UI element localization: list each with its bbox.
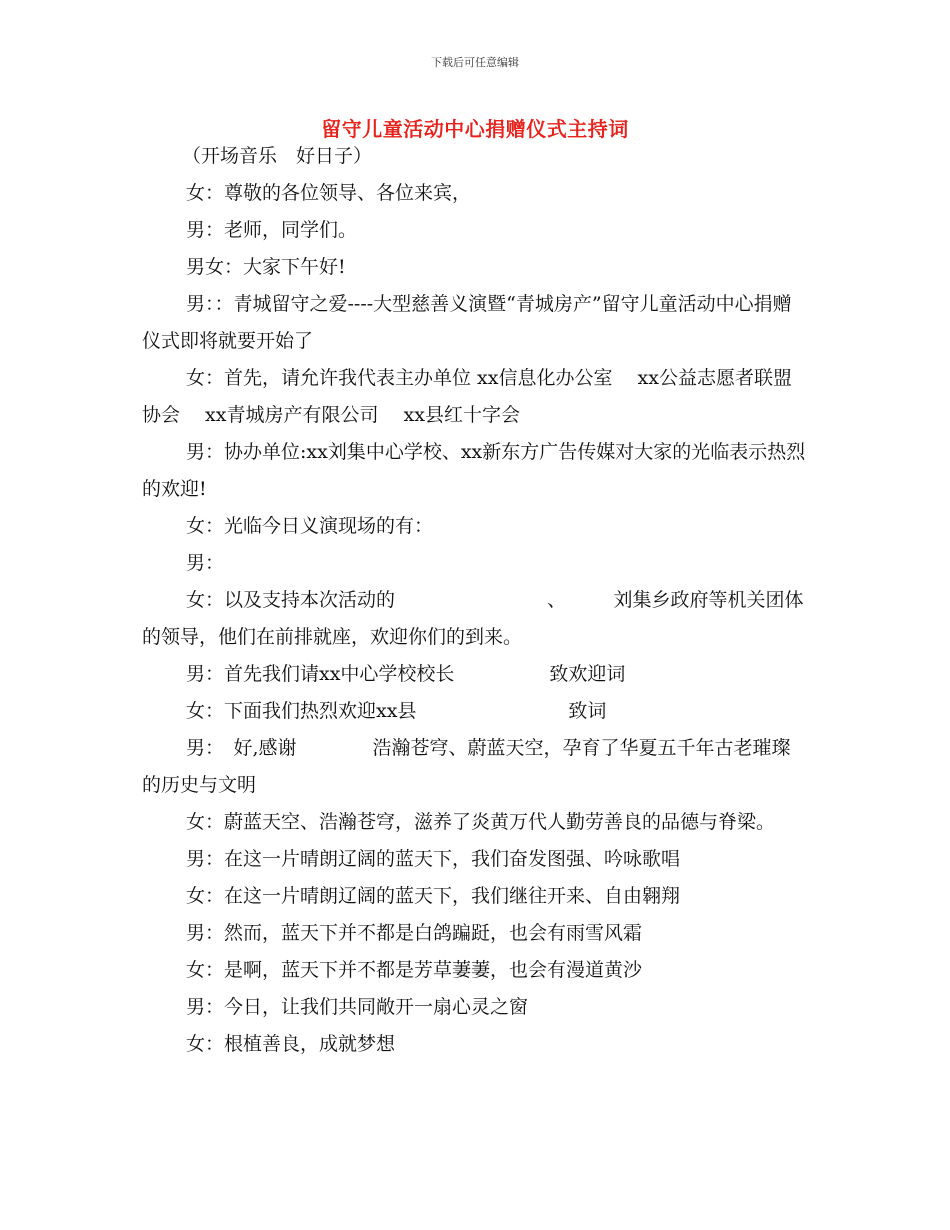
paragraph: 女：首先，请允许我代表主办单位 xx信息化办公室 xx公益志愿者联盟协会 xx青城房产有限公司 xx县红十字会 xyxy=(142,367,792,426)
paragraph: 女：以及支持本次活动的 、 刘集乡政府等机关团体的领导，他们在前排就座，欢迎你们的到来。 xyxy=(142,589,804,648)
paragraph: 男： 好,感谢 浩瀚苍穹、蔚蓝天空，孕育了华夏五千年古老璀璨的历史与文明 xyxy=(142,737,791,796)
paragraph: 男：然而，蓝天下并不都是白鸽蹁跹，也会有雨雪风霜 xyxy=(186,922,643,944)
paragraph: 女：在这一片晴朗辽阔的蓝天下，我们继往开来、自由翱翔 xyxy=(186,885,681,907)
paragraph: 男：：青城留守之爱----大型慈善义演暨“青城房产”留守儿童活动中心捐赠仪式即将就要开始了 xyxy=(142,293,792,352)
paragraph: 男女：大家下午好! xyxy=(186,256,346,278)
paragraph: 女：蔚蓝天空、浩瀚苍穹，滋养了炎黄万代人勤劳善良的品德与脊梁。 xyxy=(186,811,776,833)
paragraph: 男：今日，让我们共同敞开一扇心灵之窗 xyxy=(186,996,529,1018)
paragraph: 女：光临今日义演现场的有： xyxy=(186,515,434,537)
page-header: 下载后可任意编辑 xyxy=(431,56,519,69)
paragraph: 女：下面我们热烈欢迎xx县 致词 xyxy=(186,700,607,722)
paragraph: 女：根植善良，成就梦想 xyxy=(186,1033,396,1055)
paragraph: 男：协办单位:xx刘集中心学校、xx新东方广告传媒对大家的光临表示热烈的欢迎! xyxy=(142,441,806,500)
document-title: 留守儿童活动中心捐赠仪式主持词 xyxy=(321,117,629,141)
paragraph: 女：是啊，蓝天下并不都是芳草萋萋，也会有漫道黄沙 xyxy=(186,959,643,981)
paragraph: 男： xyxy=(186,552,225,574)
paragraph-opening-music: （开场音乐 好日子） xyxy=(182,145,373,167)
paragraph: 男：在这一片晴朗辽阔的蓝天下，我们奋发图强、吟咏歌唱 xyxy=(186,848,681,870)
paragraph: 男：首先我们请xx中心学校校长 致欢迎词 xyxy=(186,663,626,685)
document-body xyxy=(142,138,808,1063)
paragraph: 女：尊敬的各位领导、各位来宾， xyxy=(186,182,472,204)
paragraph: 男：老师，同学们。 xyxy=(186,219,358,241)
